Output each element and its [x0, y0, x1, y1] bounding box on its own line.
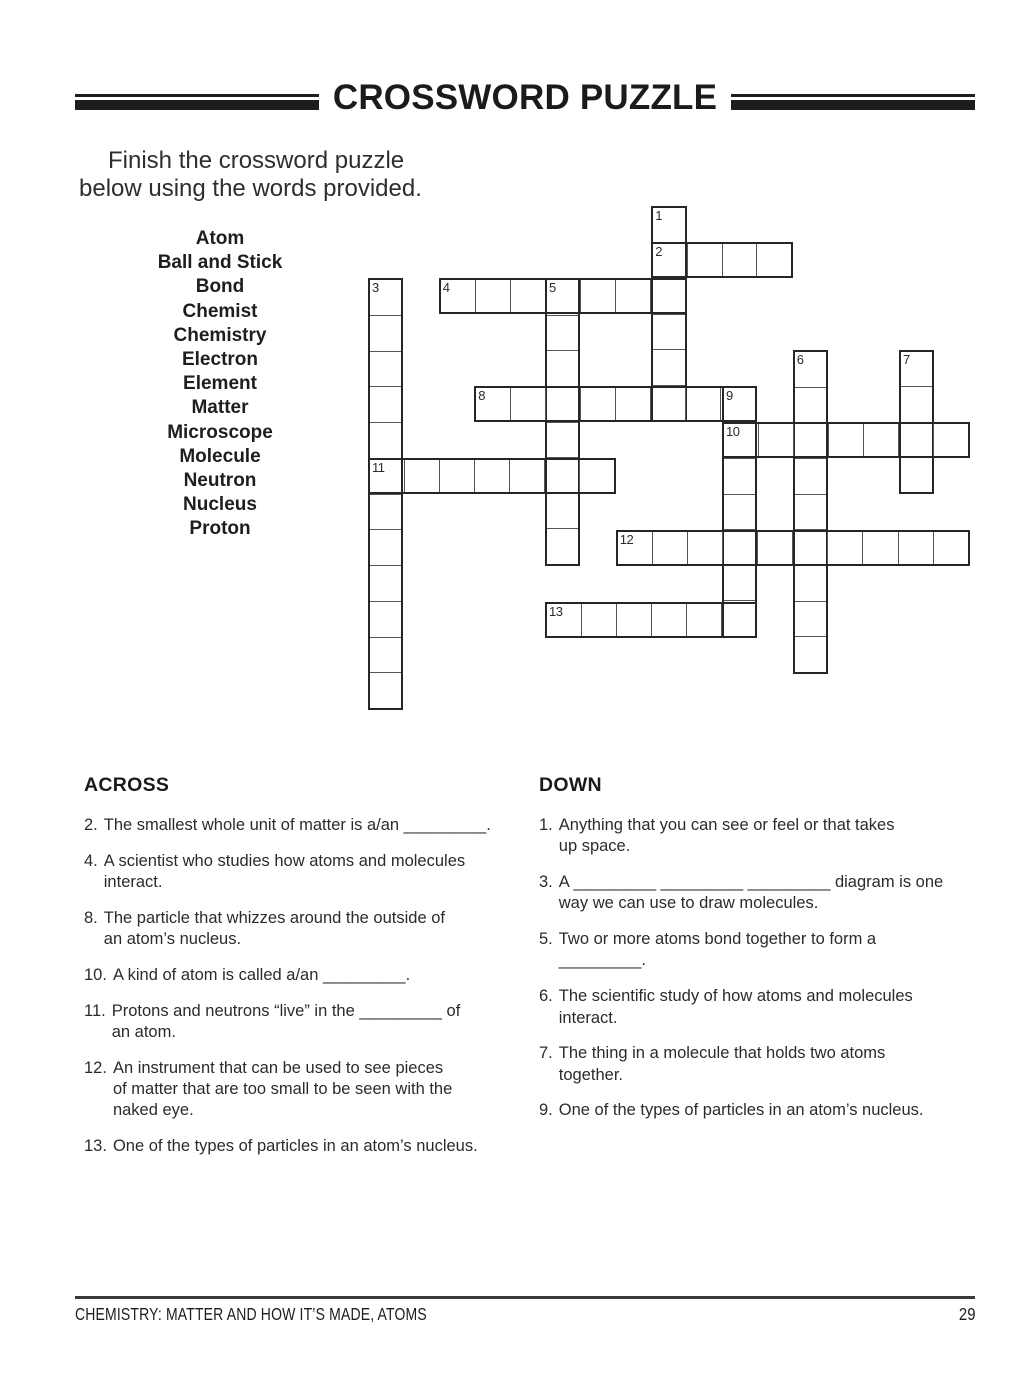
grid-cell [722, 244, 757, 276]
across-clue-list [84, 815, 520, 1158]
grid-cell [653, 208, 684, 243]
across-section [84, 774, 520, 1172]
grid-cell [933, 532, 968, 564]
clue-item [539, 1043, 979, 1086]
clue-item [84, 908, 520, 951]
clue-text [113, 965, 520, 986]
word-bank-item: Chemist [182, 300, 258, 322]
grid-cell [721, 604, 756, 636]
footer-left [75, 1303, 515, 1325]
grid-cell [475, 280, 510, 312]
grid-cell [724, 494, 755, 530]
grid-cell [547, 280, 578, 315]
clue-line: A _________ _________ _________ diagram is one [558, 873, 944, 892]
grid-cell [547, 315, 578, 351]
down-section [539, 774, 979, 1136]
clue-item [84, 851, 520, 894]
grid-cell [687, 532, 722, 564]
clue-line: An instrument that can be used to see pieces [112, 1058, 444, 1077]
grid-cell [580, 280, 615, 312]
grid-number: 7 [903, 352, 910, 367]
clue-line: One of the types of particles in an atom’s nucleus. [112, 1137, 478, 1156]
crossword-grid [368, 206, 970, 710]
grid-cell [758, 424, 793, 456]
grid-cell [547, 604, 581, 636]
grid-cell [795, 636, 826, 672]
grid-cell [370, 460, 404, 492]
word-bank-item: Bond [195, 276, 245, 298]
grid-cell [370, 565, 401, 601]
grid-number: 6 [796, 352, 804, 367]
grid-number: 4 [442, 280, 450, 295]
clue-line: way we can use to draw molecules. [558, 894, 819, 913]
grid-cell [370, 637, 401, 673]
clue-text [113, 1136, 520, 1157]
grid-cell [724, 388, 755, 423]
footer-rule [75, 1296, 975, 1299]
word-bank-item: Matter [191, 397, 249, 419]
grid-cell [510, 280, 545, 312]
grid-cell [370, 351, 401, 387]
word-bank-item: Ball and Stick [157, 252, 283, 274]
grid-cell [579, 460, 614, 492]
grid-number: 11 [372, 460, 385, 475]
clue-item [539, 872, 979, 915]
grid-cell [901, 457, 932, 492]
grid-cell [653, 244, 687, 276]
clue-line: of matter that are too small to be seen with the [112, 1080, 453, 1099]
grid-cell [439, 460, 474, 492]
grid-cell [757, 532, 792, 564]
grid-cell [828, 424, 863, 456]
word-bank-item: Neutron [183, 470, 257, 492]
grid-entry-12-across [616, 530, 970, 566]
grid-cell [547, 422, 578, 458]
grid-cell [652, 532, 687, 564]
clue-text [112, 1001, 520, 1044]
footer-left-text: CHEMISTRY: MATTER AND HOW IT’S MADE, ATOMS [75, 1304, 427, 1324]
grid-cell [651, 604, 686, 636]
word-bank-item: Electron [181, 349, 259, 371]
clue-number-label: 5. [539, 930, 553, 949]
down-heading: DOWN [539, 774, 602, 796]
clue-line: A scientist who studies how atoms and molecules [103, 851, 466, 870]
clue-line: A kind of atom is called a/an _________. [112, 965, 411, 984]
grid-entry-8-across [474, 386, 757, 422]
intro-line-2: below using the words provided. [79, 175, 422, 203]
grid-number: 13 [549, 604, 563, 619]
clue-line: naked eye. [112, 1101, 194, 1120]
down-clue-list [539, 815, 979, 1122]
clue-item [84, 815, 520, 836]
title-rule-left [75, 94, 319, 110]
across-heading: ACROSS [84, 774, 170, 796]
clue-text [559, 815, 979, 858]
grid-cell [547, 493, 578, 529]
word-bank-item: Element [183, 373, 257, 395]
grid-cell [615, 388, 650, 420]
clue-number-label: 11. [84, 1001, 106, 1020]
clue-number-label: 8. [84, 908, 98, 927]
clue-number-label: 6. [539, 987, 553, 1006]
intro-line-1: Finish the crossword puzzle [108, 147, 405, 174]
grid-cell [901, 386, 932, 421]
grid-cell [724, 424, 758, 456]
intro-text [79, 147, 422, 204]
clue-line: interact. [103, 873, 163, 892]
clue-text [559, 986, 979, 1029]
clue-line: _________. [558, 951, 646, 970]
grid-cell [933, 424, 968, 456]
clue-text [559, 1043, 979, 1086]
title-rule-right [731, 94, 975, 110]
grid-cell [404, 460, 439, 492]
grid-cell [370, 672, 401, 708]
page-header [75, 78, 975, 117]
clue-item [84, 1058, 520, 1122]
grid-cell [618, 532, 652, 564]
word-bank-item: Microscope [167, 421, 273, 443]
grid-number: 1 [655, 208, 662, 223]
grid-number: 12 [619, 532, 634, 547]
grid-number: 3 [372, 280, 379, 295]
clue-line: together. [558, 1065, 623, 1084]
grid-cell [792, 532, 827, 564]
word-bank-item: Atom [195, 228, 245, 249]
grid-cell [441, 280, 475, 312]
clue-text [559, 872, 979, 915]
grid-cell [476, 388, 510, 420]
grid-cell [370, 601, 401, 637]
clue-item [539, 815, 979, 858]
grid-entry-3-down [368, 278, 403, 710]
grid-cell [795, 601, 826, 637]
grid-cell [616, 604, 651, 636]
grid-cell [898, 532, 933, 564]
clue-number-label: 1. [539, 816, 553, 834]
clue-text [113, 1058, 520, 1122]
grid-cell [901, 352, 932, 386]
grid-cell [370, 529, 401, 565]
grid-number: 8 [478, 388, 485, 403]
grid-cell [827, 532, 862, 564]
grid-cell [370, 386, 401, 422]
grid-cell [580, 388, 615, 420]
grid-cell [370, 422, 401, 458]
grid-cell [863, 424, 898, 456]
grid-cell [795, 494, 826, 530]
clue-item [539, 929, 979, 972]
grid-cell [793, 424, 828, 456]
grid-cell [795, 565, 826, 601]
grid-number: 2 [655, 244, 662, 259]
clue-line: The thing in a molecule that holds two atoms [558, 1044, 886, 1063]
clue-line: The scientific study of how atoms and molecules [558, 987, 913, 1006]
grid-cell [370, 315, 401, 351]
grid-cell [862, 532, 897, 564]
grid-entry-13-across [545, 602, 757, 638]
word-bank-item: Molecule [179, 445, 261, 467]
grid-cell [545, 388, 580, 420]
grid-cell [370, 494, 401, 530]
clue-item [84, 1136, 520, 1157]
grid-cell [685, 388, 720, 420]
clue-number-label: 7. [539, 1044, 553, 1063]
clue-number-label: 12. [84, 1058, 107, 1077]
grid-cell [686, 604, 721, 636]
clue-line: up space. [558, 837, 631, 856]
grid-cell [650, 280, 685, 312]
grid-cell [687, 244, 722, 276]
grid-cell [653, 314, 684, 350]
clue-line: The smallest whole unit of matter is a/an _________. [103, 816, 491, 834]
grid-cell [547, 350, 578, 386]
footer [75, 1303, 975, 1325]
grid-cell [370, 280, 401, 315]
grid-cell [724, 458, 755, 494]
grid-cell [653, 349, 684, 385]
clue-item [84, 965, 520, 986]
grid-entry-5-down [545, 278, 580, 566]
clue-text [559, 929, 979, 972]
grid-number: 10 [726, 424, 740, 439]
grid-cell [650, 388, 685, 420]
grid-number: 9 [726, 388, 733, 403]
grid-cell [795, 458, 826, 494]
clue-number-label: 13. [84, 1137, 107, 1156]
clue-number-label: 9. [539, 1101, 553, 1120]
grid-cell [724, 565, 755, 601]
grid-cell [756, 244, 791, 276]
clue-line: One of the types of particles in an atom’s nucleus. [558, 1101, 924, 1120]
grid-entry-2-across [651, 242, 793, 278]
clue-item [539, 1100, 979, 1121]
grid-cell [547, 528, 578, 564]
clue-number-label: 10. [84, 965, 107, 984]
clue-number-label: 4. [84, 851, 98, 870]
word-bank-item: Proton [189, 518, 251, 540]
grid-cell [795, 387, 826, 423]
title-rule-right-thick [731, 100, 975, 110]
grid-cell [474, 460, 509, 492]
clue-line: Protons and neutrons “live” in the _________ of [111, 1001, 461, 1020]
word-bank [70, 227, 370, 542]
clue-line: an atom. [111, 1023, 176, 1042]
clue-item [84, 1001, 520, 1044]
grid-cell [795, 352, 826, 387]
title-rule-left-thin [75, 94, 319, 97]
footer-page-number-text: 29 [958, 1304, 975, 1324]
clue-line: The particle that whizzes around the outside of [103, 908, 445, 927]
grid-entry-10-across [722, 422, 970, 458]
word-bank-item: Chemistry [173, 324, 267, 346]
clue-text [559, 1100, 979, 1121]
grid-cell [510, 388, 545, 420]
clue-line: an atom’s nucleus. [103, 930, 242, 949]
grid-cell [615, 280, 650, 312]
grid-entry-11-across [368, 458, 616, 494]
grid-cell [898, 424, 933, 456]
page-title: CROSSWORD PUZZLE [332, 78, 718, 117]
grid-cell [544, 460, 579, 492]
grid-cell [581, 604, 616, 636]
clue-text [104, 908, 520, 951]
clue-number-label: 3. [539, 873, 553, 892]
grid-cell [722, 532, 757, 564]
clue-text [104, 851, 520, 894]
grid-entry-6-down [793, 350, 828, 674]
clue-line: Two or more atoms bond together to form a [558, 930, 877, 949]
clue-line: interact. [558, 1008, 618, 1027]
clue-text [104, 815, 520, 836]
title-rule-right-thin [731, 94, 975, 97]
title-rule-left-thick [75, 100, 319, 110]
clue-item [539, 986, 979, 1029]
clue-line: Anything that you can see or feel or that takes [558, 816, 895, 834]
grid-number: 5 [549, 280, 556, 295]
word-bank-item: Nucleus [183, 494, 257, 516]
grid-cell [509, 460, 544, 492]
footer-page-number [956, 1303, 975, 1325]
clue-number-label: 2. [84, 816, 98, 834]
